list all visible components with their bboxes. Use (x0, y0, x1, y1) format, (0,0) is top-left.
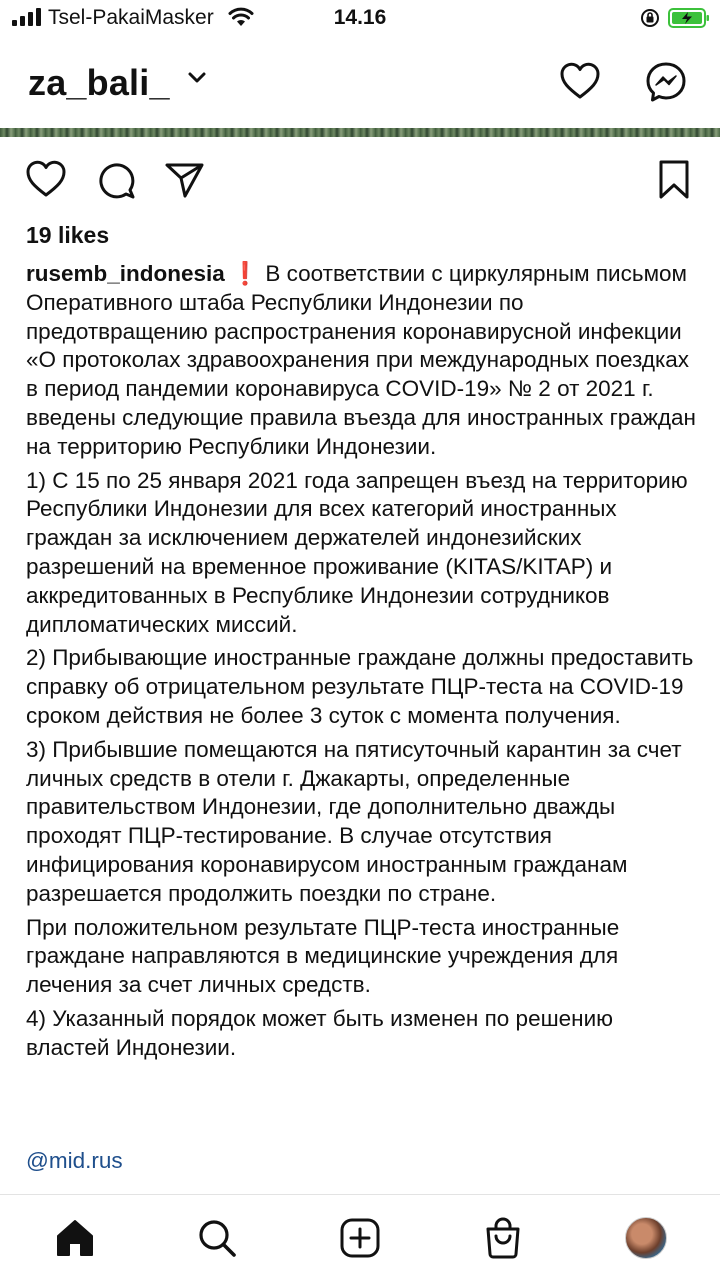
account-switcher-username[interactable]: za_bali_ (28, 62, 170, 103)
rotation-lock-icon (640, 7, 660, 29)
new-post-icon[interactable] (339, 1217, 381, 1259)
likes-count[interactable]: 19 likes (26, 222, 110, 248)
chevron-down-icon[interactable] (186, 70, 208, 86)
exclamation-icon: ❗ (231, 261, 260, 286)
caption-paragraph: 4) Указанный порядок может быть изменен по решению властей Индонезии. (26, 1005, 614, 1060)
status-bar (0, 0, 720, 38)
share-icon[interactable] (162, 158, 206, 202)
post-caption (26, 260, 698, 1068)
heart-icon[interactable] (558, 60, 602, 102)
post-actions (0, 150, 720, 210)
profile-avatar[interactable] (625, 1217, 667, 1259)
battery-icon (668, 8, 710, 28)
mention-link[interactable]: @mid.rus (26, 1148, 123, 1173)
shop-icon[interactable] (482, 1217, 524, 1259)
comment-icon[interactable] (94, 158, 138, 202)
carrier-name: Tsel-PakaiMasker (48, 6, 214, 29)
search-icon[interactable] (196, 1217, 238, 1259)
caption-paragraph: 2) Прибывающие иностранные граждане должны предоставить справку об отрицательном результате ПЦР-теста на COVID-19 сроком действия не более 3 суток с момента получения. (26, 645, 694, 728)
clock: 14.16 (333, 6, 387, 29)
caption-paragraph: При положительном результате ПЦР-теста иностранные граждане направляются в медицинские учреждения для лечения за счет личных средств. (26, 914, 620, 998)
caption-paragraph: 3) Прибывшие помещаются на пятисуточный карантин за счет личных средств в отели г. Джакарты, определенные правительством Индонезии, где дополнительно дважды проходят ПЦР-тестирование. В случае отсутствия инфицирования коронавирусом иностранным гражданам разрешается продолжить поездки по стране. (26, 736, 682, 906)
bottom-tab-bar (0, 1194, 720, 1281)
like-heart-icon[interactable] (24, 158, 68, 200)
home-icon[interactable] (54, 1217, 96, 1259)
caption-paragraph: 1) С 15 по 25 января 2021 года запрещен въезд на территорию Республики Индонезии для всех категорий иностранных граждан за исключением держателей индонезийских разрешений на временное проживание (KITAS/KITAP) и аккредитованных в Республике Индонезии сотрудников дипломатических миссий. (26, 467, 688, 637)
caption-author[interactable]: rusemb_indonesia (26, 261, 225, 286)
messenger-icon[interactable] (644, 60, 688, 104)
post-image[interactable] (0, 128, 720, 137)
bookmark-icon[interactable] (654, 158, 694, 202)
caption-text: В соответствии с циркулярным письмом Оперативного штаба Республики Индонезии по предотвращению распространения коронавирусной инфекции «О протоколах здравоохранения при международных поездках в период пандемии коронавируса COVID-19» № 2 от 2021 г. введены следующие правила въезда для иностранных граждан на территорию Республики Индонезии. (26, 261, 696, 459)
caption-paragraph (26, 260, 698, 462)
profile-header (0, 40, 720, 126)
